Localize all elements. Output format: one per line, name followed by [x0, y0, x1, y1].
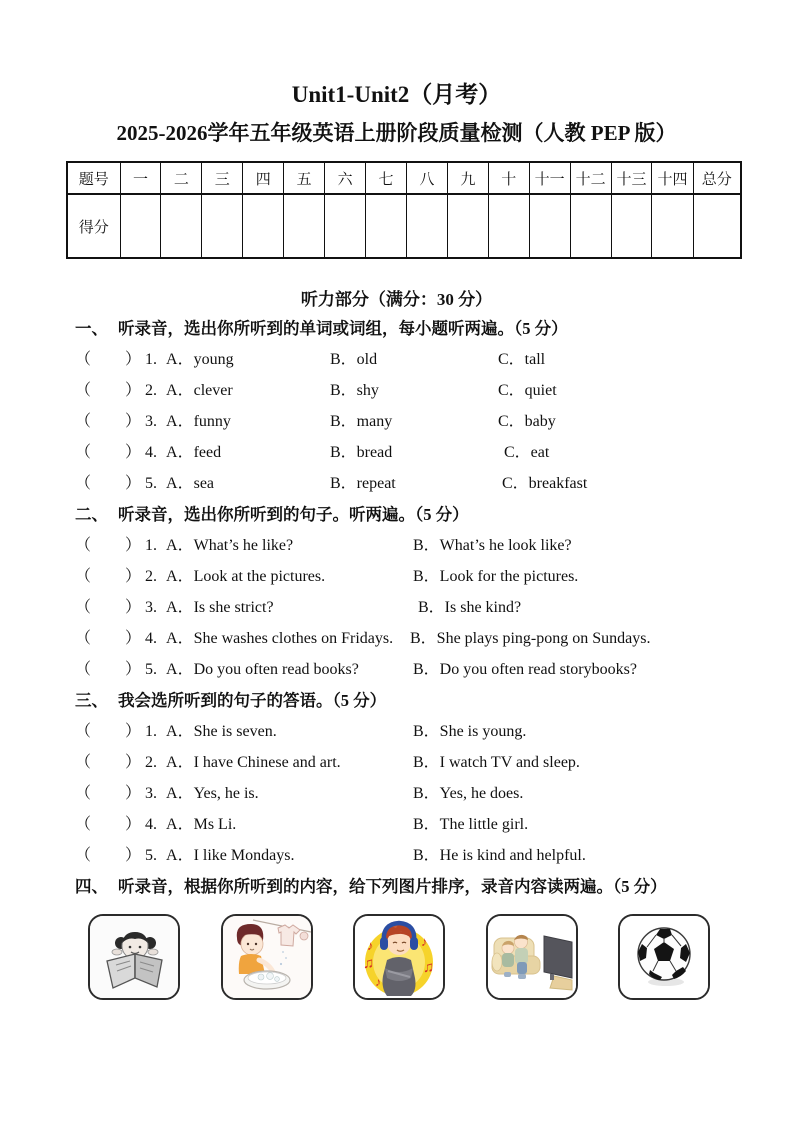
score-cell — [325, 194, 366, 258]
question-row — [75, 406, 757, 437]
option-a: A．sea — [166, 475, 215, 492]
option-a: A．She washes clothes on Fridays. — [166, 630, 394, 647]
question-number: 2. — [145, 754, 158, 771]
option-a: A．I like Mondays. — [166, 847, 295, 864]
score-table-score-row — [67, 194, 741, 258]
option-a: A．clever — [166, 382, 233, 399]
question-row — [75, 809, 757, 840]
question-number: 2. — [145, 382, 158, 399]
music-note-glyph: ♪ — [367, 938, 374, 953]
score-cell — [447, 194, 488, 258]
open-paren: （ — [75, 382, 92, 399]
close-paren: ） — [125, 785, 142, 802]
score-table — [66, 161, 742, 259]
section-title: 听录音，选出你所听到的句子。听两遍。（5 分） — [118, 505, 469, 524]
option-c: C．eat — [504, 444, 550, 461]
score-cell — [284, 194, 325, 258]
question-row — [75, 437, 757, 468]
score-table-header-cell: 八 — [406, 162, 447, 194]
section-number: 一、 — [75, 319, 108, 338]
close-paren: ） — [125, 630, 142, 647]
score-cell — [529, 194, 570, 258]
close-paren: ） — [125, 723, 142, 740]
option-a: A．funny — [166, 413, 231, 430]
score-table-header-cell: 二 — [161, 162, 202, 194]
score-table-header-cell: 十四 — [652, 162, 693, 194]
score-cell — [366, 194, 407, 258]
question-number: 5. — [145, 847, 158, 864]
score-table-header-cell: 九 — [447, 162, 488, 194]
score-table-header-cell: 一 — [120, 162, 161, 194]
exam-content — [0, 313, 793, 902]
question-row — [75, 561, 757, 592]
option-c: C．baby — [498, 413, 556, 430]
question-row — [75, 840, 757, 871]
open-paren: （ — [75, 661, 92, 678]
open-paren: （ — [75, 599, 92, 616]
option-a: A．She is seven. — [166, 723, 277, 740]
question-row — [75, 716, 757, 747]
picture-box-2 — [221, 914, 313, 1000]
option-b: B．repeat — [330, 475, 396, 492]
close-paren: ） — [125, 475, 142, 492]
close-paren: ） — [125, 382, 142, 399]
question-number: 5. — [145, 475, 158, 492]
option-b: B．What’s he look like? — [413, 537, 572, 554]
score-cell — [120, 194, 161, 258]
option-a: A．feed — [166, 444, 222, 461]
option-b: B．many — [330, 413, 393, 430]
score-cell — [202, 194, 243, 258]
score-cell — [652, 194, 693, 258]
music-note-glyph: ♪ — [421, 934, 428, 949]
score-cell — [161, 194, 202, 258]
open-paren: （ — [75, 785, 92, 802]
question-number: 4. — [145, 816, 158, 833]
section-title: 听录音，选出你所听到的单词或词组，每小题听两遍。（5 分） — [118, 319, 568, 338]
score-table-header-cell: 四 — [243, 162, 284, 194]
option-a: A．Do you often read books? — [166, 661, 359, 678]
close-paren: ） — [125, 816, 142, 833]
question-number: 1. — [145, 351, 158, 368]
open-paren: （ — [75, 537, 92, 554]
close-paren: ） — [125, 661, 142, 678]
option-b: B．She is young. — [413, 723, 527, 740]
question-row — [75, 778, 757, 809]
section-2-heading — [75, 499, 757, 530]
option-b: B．I watch TV and sleep. — [413, 754, 580, 771]
listening-part-heading: 听力部分（满分：30 分） — [300, 290, 493, 309]
score-table-header-cell: 十 — [488, 162, 529, 194]
option-b: B．Look for the pictures. — [413, 568, 579, 585]
score-cell — [611, 194, 652, 258]
option-b: B．Is she kind? — [418, 599, 522, 616]
open-paren: （ — [75, 568, 92, 585]
question-row — [75, 530, 757, 561]
open-paren: （ — [75, 816, 92, 833]
picture-strip — [88, 914, 710, 1000]
question-number: 3. — [145, 785, 158, 802]
question-row — [75, 375, 757, 406]
football-icon — [620, 916, 708, 998]
close-paren: ） — [125, 568, 142, 585]
question-row — [75, 654, 757, 685]
question-number: 2. — [145, 568, 158, 585]
open-paren: （ — [75, 444, 92, 461]
score-table-header-cell: 五 — [284, 162, 325, 194]
question-row — [75, 468, 757, 499]
open-paren: （ — [75, 723, 92, 740]
option-a: A．Yes, he is. — [166, 785, 259, 802]
score-cell — [243, 194, 284, 258]
question-number: 1. — [145, 723, 158, 740]
question-number: 4. — [145, 444, 158, 461]
section-number: 二、 — [75, 505, 108, 524]
option-b: B．bread — [330, 444, 393, 461]
music-note-glyph: ♫ — [423, 960, 435, 976]
section-4-heading — [75, 871, 757, 902]
girl-reading-book-icon — [90, 916, 178, 998]
boy-listening-to-music-icon — [355, 916, 443, 998]
option-a: A．Is she strict? — [166, 599, 274, 616]
option-b: B．He is kind and helpful. — [413, 847, 586, 864]
picture-box-3 — [353, 914, 445, 1000]
option-a: A．Look at the pictures. — [166, 568, 326, 585]
score-table-header-row — [67, 162, 741, 194]
close-paren: ） — [125, 413, 142, 430]
open-paren: （ — [75, 413, 92, 430]
option-b: B．Yes, he does. — [413, 785, 524, 802]
option-b: B．shy — [330, 382, 379, 399]
question-number: 3. — [145, 599, 158, 616]
close-paren: ） — [125, 847, 142, 864]
score-cell — [488, 194, 529, 258]
question-row — [75, 344, 757, 375]
open-paren: （ — [75, 630, 92, 647]
kids-watching-tv-icon — [488, 916, 576, 998]
section-1-heading — [75, 313, 757, 344]
close-paren: ） — [125, 351, 142, 368]
option-b: B．She plays ping-pong on Sundays. — [410, 630, 651, 647]
question-row — [75, 747, 757, 778]
open-paren: （ — [75, 847, 92, 864]
score-table-header-cell: 七 — [366, 162, 407, 194]
score-table-header-cell: 十一 — [529, 162, 570, 194]
option-a: A．What’s he like? — [166, 537, 294, 554]
option-a: A．I have Chinese and art. — [166, 754, 341, 771]
open-paren: （ — [75, 351, 92, 368]
option-b: B．old — [330, 351, 378, 368]
option-c: C．quiet — [498, 382, 557, 399]
close-paren: ） — [125, 599, 142, 616]
close-paren: ） — [125, 444, 142, 461]
option-b: B．Do you often read storybooks? — [413, 661, 637, 678]
score-table-header-cell: 十二 — [570, 162, 611, 194]
question-row — [75, 592, 757, 623]
section-number: 四、 — [75, 877, 108, 896]
picture-box-5 — [618, 914, 710, 1000]
question-number: 3. — [145, 413, 158, 430]
score-table-header-cell: 总分 — [693, 162, 741, 194]
question-number: 4. — [145, 630, 158, 647]
music-note-glyph: ♫ — [363, 956, 375, 972]
score-table-header-cell: 题号 — [67, 162, 120, 194]
boy-washing-clothes-icon — [223, 916, 311, 998]
option-c: C．breakfast — [502, 475, 588, 492]
option-c: C．tall — [498, 351, 546, 368]
score-cell — [406, 194, 447, 258]
question-row — [75, 623, 757, 654]
open-paren: （ — [75, 475, 92, 492]
score-table-header-cell: 三 — [202, 162, 243, 194]
option-b: B．The little girl. — [413, 816, 529, 833]
open-paren: （ — [75, 754, 92, 771]
close-paren: ） — [125, 754, 142, 771]
option-a: A．Ms Li. — [166, 816, 237, 833]
picture-box-1 — [88, 914, 180, 1000]
question-number: 1. — [145, 537, 158, 554]
question-number: 5. — [145, 661, 158, 678]
page-subtitle: 2025-2026学年五年级英语上册阶段质量检测（人教 PEP 版） — [116, 121, 677, 145]
score-label-cell: 得分 — [67, 194, 120, 258]
score-cell — [693, 194, 741, 258]
section-3-heading — [75, 685, 757, 716]
page-title: Unit1-Unit2（月考） — [291, 82, 502, 107]
music-note-glyph: ♪ — [375, 975, 381, 989]
section-title: 我会选所听到的句子的答语。（5 分） — [118, 691, 387, 710]
score-table-header-cell: 十三 — [611, 162, 652, 194]
option-a: A．young — [166, 351, 234, 368]
score-table-header-cell: 六 — [325, 162, 366, 194]
score-cell — [570, 194, 611, 258]
section-title: 听录音，根据你所听到的内容，给下列图片排序，录音内容读两遍。（5 分） — [118, 877, 667, 896]
close-paren: ） — [125, 537, 142, 554]
section-number: 三、 — [75, 691, 108, 710]
picture-box-4 — [486, 914, 578, 1000]
